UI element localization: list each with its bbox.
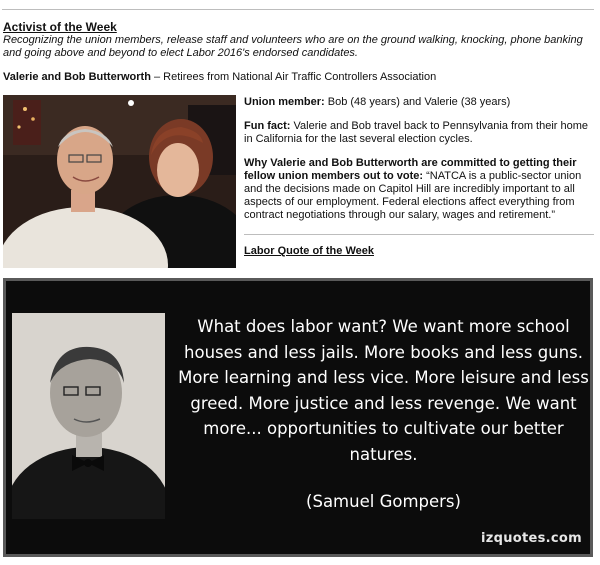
honoree-affiliation: – Retirees from National Air Traffic Controllers Association <box>150 71 437 83</box>
watermark: izquotes.com <box>480 531 582 546</box>
section-divider <box>244 234 594 235</box>
labor-quote-heading[interactable]: Labor Quote of the Week <box>244 245 374 257</box>
quote-line: More learning and less vice. More leisure and less <box>178 368 589 387</box>
fun-fact-value: Valerie and Bob travel back to Pennsylvania from their home in California for the last several election cycles. <box>244 120 589 145</box>
top-divider <box>2 9 594 10</box>
quote-line: natures. <box>349 444 418 464</box>
honoree-names: Valerie and Bob Butterworth <box>3 71 151 83</box>
fun-fact-info <box>244 120 594 146</box>
quote-line: greed. More justice and less revenge. We want <box>190 393 577 413</box>
union-member-label: Union member: <box>244 96 325 108</box>
quote-line: What does labor want? We want more school <box>197 317 570 336</box>
union-member-value: Bob (48 years) and Valerie (38 years) <box>324 96 511 108</box>
fun-fact-label: Fun fact: <box>244 120 291 132</box>
quote-line: more... opportunities to cultivate our better <box>203 419 564 438</box>
quote-line: houses and less jails. More books and less guns. <box>184 342 583 362</box>
quote-author: (Samuel Gompers) <box>306 492 461 511</box>
why-value: “NATCA is a public-sector union and the decisions made on Capitol Hill are incredibly important to all aspects of our employment. Federal elections affect everything from contract negotiations through our salary, wages and retirement.” <box>244 170 582 221</box>
gompers-portrait <box>12 313 165 519</box>
why-info <box>244 157 594 222</box>
couple-photo <box>3 95 236 268</box>
why-label: Why Valerie and Bob Butterworth are committed to getting their fellow union members out to vote: <box>244 157 577 182</box>
union-member-info <box>244 96 594 109</box>
quote-image <box>3 278 593 557</box>
quote-text <box>176 314 591 467</box>
activist-intro: Recognizing the union members, release staff and volunteers who are on the ground walking, knocking, phone banking and going above and beyond to elect Labor 2016's endorsed candidates. <box>3 34 583 59</box>
activist-heading[interactable]: Activist of the Week <box>3 20 117 34</box>
honorees-line <box>3 71 436 83</box>
